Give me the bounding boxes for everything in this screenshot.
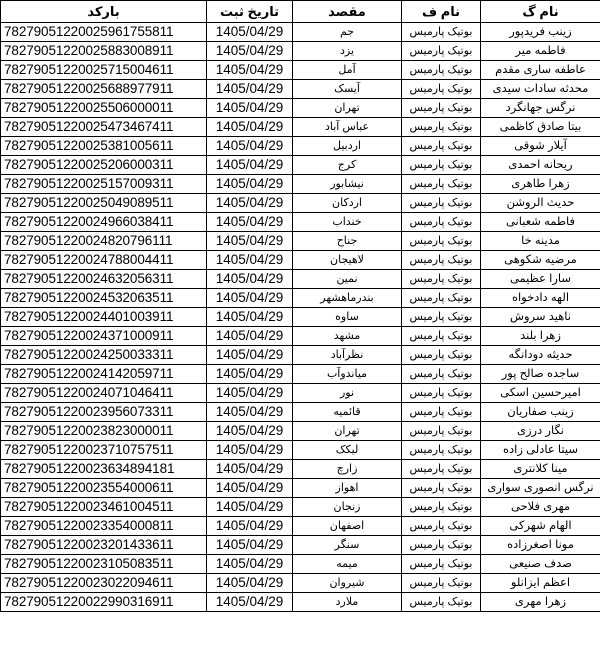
barcode-cell: 78279051220025049089511: [1, 194, 207, 213]
receiver-cell: فاطمه میر: [481, 42, 600, 61]
date-cell: 1405/04/29: [207, 327, 293, 346]
sender-cell: بوتیک پارمیس: [402, 175, 481, 194]
table-row: [1, 479, 600, 498]
receiver-cell: امیرحسین اسکی: [481, 384, 600, 403]
receiver-cell: آیلار شوقی: [481, 137, 600, 156]
barcode-cell: 78279051220023022094611: [1, 574, 207, 593]
sender-cell: بوتیک پارمیس: [402, 213, 481, 232]
table-row: [1, 403, 600, 422]
sender-cell: بوتیک پارمیس: [402, 403, 481, 422]
destination-cell: جم: [293, 23, 402, 42]
date-cell: 1405/04/29: [207, 194, 293, 213]
barcode-cell: 78279051220022990316911: [1, 593, 207, 612]
barcode-cell: 78279051220023461004511: [1, 498, 207, 517]
receiver-cell: نگار درزی: [481, 422, 600, 441]
date-cell: 1405/04/29: [207, 365, 293, 384]
sender-cell: بوتیک پارمیس: [402, 61, 481, 80]
barcode-cell: 78279051220023554000611: [1, 479, 207, 498]
barcode-cell: 78279051220024371000911: [1, 327, 207, 346]
table-row: [1, 213, 600, 232]
destination-cell: میاندوآب: [293, 365, 402, 384]
date-cell: 1405/04/29: [207, 99, 293, 118]
date-cell: 1405/04/29: [207, 23, 293, 42]
destination-cell: اصفهان: [293, 517, 402, 536]
table-row: [1, 555, 600, 574]
table-row: [1, 441, 600, 460]
receiver-cell: زینب صفاریان: [481, 403, 600, 422]
sender-cell: بوتیک پارمیس: [402, 365, 481, 384]
date-cell: 1405/04/29: [207, 479, 293, 498]
table-row: [1, 80, 600, 99]
receiver-cell: فاطمه شعبانی: [481, 213, 600, 232]
receiver-cell: زهرا طاهری: [481, 175, 600, 194]
table-row: [1, 384, 600, 403]
date-cell: 1405/04/29: [207, 42, 293, 61]
sender-cell: بوتیک پارمیس: [402, 308, 481, 327]
table-row: [1, 137, 600, 156]
sender-cell: بوتیک پارمیس: [402, 479, 481, 498]
sender-cell: بوتیک پارمیس: [402, 23, 481, 42]
barcode-cell: 78279051220024820796111: [1, 232, 207, 251]
sender-cell: بوتیک پارمیس: [402, 289, 481, 308]
sender-cell: بوتیک پارمیس: [402, 42, 481, 61]
receiver-cell: عاطفه ساری مقدم: [481, 61, 600, 80]
date-cell: 1405/04/29: [207, 460, 293, 479]
destination-cell: عباس آباد: [293, 118, 402, 137]
receiver-cell: نرگس انصوری سواری: [481, 479, 600, 498]
sender-cell: بوتیک پارمیس: [402, 536, 481, 555]
table-row: [1, 23, 600, 42]
date-cell: 1405/04/29: [207, 175, 293, 194]
destination-cell: نمین: [293, 270, 402, 289]
receiver-cell: الهام شهرکی: [481, 517, 600, 536]
receiver-cell: بیتا صادق کاظمی: [481, 118, 600, 137]
barcode-cell: 78279051220024250033311: [1, 346, 207, 365]
receiver-cell: مهری فلاحی: [481, 498, 600, 517]
date-cell: 1405/04/29: [207, 536, 293, 555]
destination-cell: آیسک: [293, 80, 402, 99]
date-cell: 1405/04/29: [207, 118, 293, 137]
table-row: [1, 175, 600, 194]
destination-cell: اهواز: [293, 479, 402, 498]
table-row: [1, 498, 600, 517]
sender-cell: بوتیک پارمیس: [402, 118, 481, 137]
table-row: [1, 289, 600, 308]
receiver-cell: زینب فریدپور: [481, 23, 600, 42]
sender-cell: بوتیک پارمیس: [402, 422, 481, 441]
destination-cell: خنداب: [293, 213, 402, 232]
sender-cell: بوتیک پارمیس: [402, 194, 481, 213]
receiver-cell: صدف صنیعی: [481, 555, 600, 574]
sender-cell: بوتیک پارمیس: [402, 441, 481, 460]
date-cell: 1405/04/29: [207, 422, 293, 441]
date-cell: 1405/04/29: [207, 346, 293, 365]
destination-cell: جناح: [293, 232, 402, 251]
date-cell: 1405/04/29: [207, 80, 293, 99]
table-row: [1, 574, 600, 593]
barcode-cell: 78279051220023105083511: [1, 555, 207, 574]
barcode-cell: 78279051220025688977911: [1, 80, 207, 99]
sender-cell: بوتیک پارمیس: [402, 346, 481, 365]
destination-cell: تهران: [293, 99, 402, 118]
date-cell: 1405/04/29: [207, 270, 293, 289]
receiver-cell: الهه دادخواه: [481, 289, 600, 308]
table-row: [1, 270, 600, 289]
barcode-cell: 78279051220025883008911: [1, 42, 207, 61]
sender-cell: بوتیک پارمیس: [402, 460, 481, 479]
receiver-cell: محدثه سادات سیدی: [481, 80, 600, 99]
table-row: [1, 517, 600, 536]
barcode-cell: 78279051220025381005611: [1, 137, 207, 156]
table-row: [1, 61, 600, 80]
date-cell: 1405/04/29: [207, 156, 293, 175]
destination-cell: لیکک: [293, 441, 402, 460]
barcode-cell: 78279051220024071046411: [1, 384, 207, 403]
sender-cell: بوتیک پارمیس: [402, 99, 481, 118]
sender-cell: بوتیک پارمیس: [402, 593, 481, 612]
header-row: [1, 1, 600, 23]
destination-cell: نظرآباد: [293, 346, 402, 365]
destination-cell: قائمیه: [293, 403, 402, 422]
barcode-cell: 78279051220025206000311: [1, 156, 207, 175]
receiver-cell: ساجده صالح پور: [481, 365, 600, 384]
barcode-cell: 78279051220024532063511: [1, 289, 207, 308]
barcode-cell: 78279051220024632056311: [1, 270, 207, 289]
receiver-cell: حدیثه دودانگه: [481, 346, 600, 365]
barcode-cell: 78279051220025473467411: [1, 118, 207, 137]
barcode-cell: 78279051220025506000011: [1, 99, 207, 118]
date-header: تاریخ ثبت: [207, 1, 293, 23]
sender-cell: بوتیک پارمیس: [402, 232, 481, 251]
destination-cell: اردکان: [293, 194, 402, 213]
date-cell: 1405/04/29: [207, 289, 293, 308]
destination-cell: آمل: [293, 61, 402, 80]
sender-cell: بوتیک پارمیس: [402, 574, 481, 593]
table-row: [1, 99, 600, 118]
receiver-cell: حدیث الروشن: [481, 194, 600, 213]
date-cell: 1405/04/29: [207, 574, 293, 593]
sender-cell: بوتیک پارمیس: [402, 327, 481, 346]
destination-cell: تهران: [293, 422, 402, 441]
date-cell: 1405/04/29: [207, 137, 293, 156]
barcode-cell: 78279051220023956073311: [1, 403, 207, 422]
table-row: [1, 308, 600, 327]
date-cell: 1405/04/29: [207, 251, 293, 270]
barcode-cell: 78279051220024788004411: [1, 251, 207, 270]
sender-cell: بوتیک پارمیس: [402, 555, 481, 574]
receiver-cell: ناهید سروش: [481, 308, 600, 327]
date-cell: 1405/04/29: [207, 403, 293, 422]
receiver-cell: اعظم ایزانلو: [481, 574, 600, 593]
table-row: [1, 536, 600, 555]
table-row: [1, 251, 600, 270]
sender-cell: بوتیک پارمیس: [402, 80, 481, 99]
receiver-cell: مونا اصغرزاده: [481, 536, 600, 555]
date-cell: 1405/04/29: [207, 61, 293, 80]
sender-cell: بوتیک پارمیس: [402, 270, 481, 289]
barcode-cell: 78279051220024966038411: [1, 213, 207, 232]
destination-cell: لاهیجان: [293, 251, 402, 270]
destination-header: مقصد: [293, 1, 402, 23]
table-row: [1, 118, 600, 137]
table-row: [1, 42, 600, 61]
sender-cell: بوتیک پارمیس: [402, 498, 481, 517]
receiver-cell: سارا عظیمی: [481, 270, 600, 289]
barcode-cell: 78279051220023710757511: [1, 441, 207, 460]
receiver-cell: زهرا بلند: [481, 327, 600, 346]
receiver-cell: مرضیه شکوهی: [481, 251, 600, 270]
receiver-cell: مینا کلانتری: [481, 460, 600, 479]
destination-cell: کرج: [293, 156, 402, 175]
table-row: [1, 232, 600, 251]
date-cell: 1405/04/29: [207, 308, 293, 327]
receiver-cell: مدینه خا: [481, 232, 600, 251]
date-cell: 1405/04/29: [207, 384, 293, 403]
destination-cell: بندرماهشهر: [293, 289, 402, 308]
barcode-cell: 78279051220023823000011: [1, 422, 207, 441]
destination-cell: مشهد: [293, 327, 402, 346]
date-cell: 1405/04/29: [207, 213, 293, 232]
table-row: [1, 365, 600, 384]
barcode-cell: 78279051220024401003911: [1, 308, 207, 327]
sender-cell: بوتیک پارمیس: [402, 156, 481, 175]
destination-cell: نیشابور: [293, 175, 402, 194]
barcode-cell: 78279051220025961755811: [1, 23, 207, 42]
barcode-cell: 78279051220025157009311: [1, 175, 207, 194]
sender-cell: بوتیک پارمیس: [402, 251, 481, 270]
receiver-cell: ریحانه احمدی: [481, 156, 600, 175]
date-cell: 1405/04/29: [207, 555, 293, 574]
table-row: [1, 422, 600, 441]
destination-cell: زارچ: [293, 460, 402, 479]
date-cell: 1405/04/29: [207, 232, 293, 251]
destination-cell: ساوه: [293, 308, 402, 327]
destination-cell: ملارد: [293, 593, 402, 612]
date-cell: 1405/04/29: [207, 517, 293, 536]
barcode-cell: 78279051220025715004611: [1, 61, 207, 80]
destination-cell: میمه: [293, 555, 402, 574]
table-row: [1, 346, 600, 365]
destination-cell: زنجان: [293, 498, 402, 517]
sender-cell: بوتیک پارمیس: [402, 517, 481, 536]
table-row: [1, 156, 600, 175]
sender-header: نام ف: [402, 1, 481, 23]
sender-cell: بوتیک پارمیس: [402, 137, 481, 156]
destination-cell: شیروان: [293, 574, 402, 593]
table-row: [1, 194, 600, 213]
barcode-header: بارکد: [1, 1, 207, 23]
table-row: [1, 327, 600, 346]
destination-cell: یزد: [293, 42, 402, 61]
destination-cell: نور: [293, 384, 402, 403]
receiver-cell: زهرا مهری: [481, 593, 600, 612]
destination-cell: سنگر: [293, 536, 402, 555]
receiver-header: نام گ: [481, 1, 600, 23]
table-row: [1, 593, 600, 612]
sender-cell: بوتیک پارمیس: [402, 384, 481, 403]
receiver-cell: نرگس جهانگرد: [481, 99, 600, 118]
date-cell: 1405/04/29: [207, 441, 293, 460]
barcode-cell: 78279051220023354000811: [1, 517, 207, 536]
table-body: [1, 23, 600, 612]
receiver-cell: سیتا عادلی زاده: [481, 441, 600, 460]
date-cell: 1405/04/29: [207, 498, 293, 517]
date-cell: 1405/04/29: [207, 593, 293, 612]
barcode-cell: 78279051220023201433611: [1, 536, 207, 555]
table-row: [1, 460, 600, 479]
barcode-cell: 78279051220024142059711: [1, 365, 207, 384]
destination-cell: اردبیل: [293, 137, 402, 156]
barcode-cell: 78279051220023634894181: [1, 460, 207, 479]
